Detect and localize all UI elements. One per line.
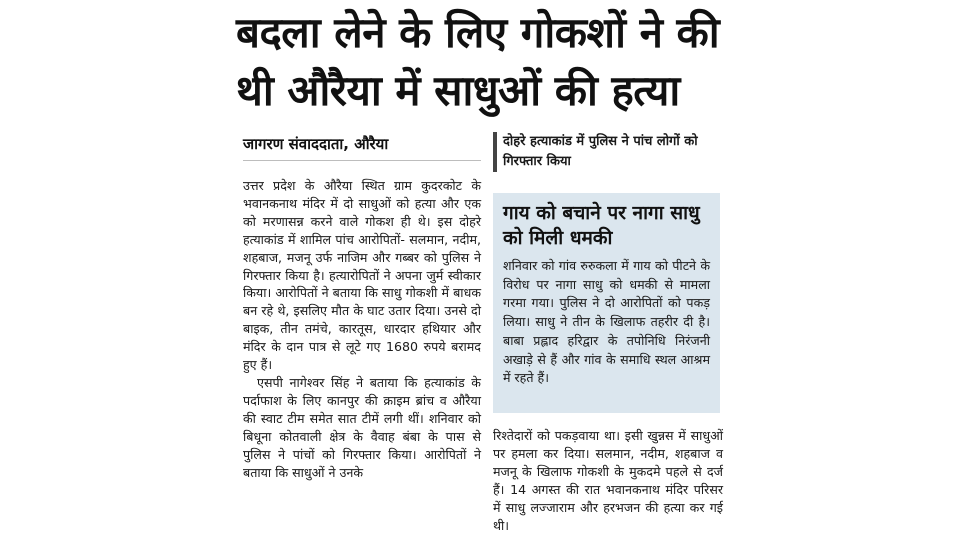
- right-article-column: [493, 427, 723, 535]
- byline-divider: [243, 160, 481, 161]
- article-paragraph-3: रिश्तेदारों को पकड़वाया था। इसी खुन्नस में साधुओं पर हमला कर दिया। सलमान, नदीम, शहबाज व मजनू के खिलाफ गोकशी के मुकदमे पहले से दर्ज हैं। 14 अगस्त की रात भवानकनाथ मंदिर परिसर में साधु लज्जाराम और हरभजन की हत्या कर गई थी।: [493, 428, 723, 533]
- article-paragraph-2: एसपी नागेश्वर सिंह ने बताया कि हत्याकांड के पर्दाफाश के लिए कानपुर की क्राइम ब्रांच व औरैया की स्वाट टीम समेत सात टीमें लगी थीं। शनिवार को बिधूना कोतवाली क्षेत्र के वैवाह बंबा के पास से पुलिस ने पांचों को गिरफ्तार किया। आरोपितों ने बताया कि साधुओं ने उनके: [243, 374, 481, 480]
- sidebar-box-body: शनिवार को गांव रुरुकला में गाय को पीटने के विरोध पर नागा साधु को धमकी से मामला गरमा गया। पुलिस ने दो आरोपितों को पकड़ लिया। साधु ने तीन के खिलाफ तहरीर दी है। बाबा प्रह्लाद हरिद्वार के तपोनिधि निरंजनी अखाड़े से हैं और गांव के समाधि स्थल आश्रम में रहते हैं।: [503, 258, 710, 386]
- headline-line-2: थी औरैया में साधुओं की हत्या: [236, 66, 680, 115]
- headline-line-1: बदला लेने के लिए गोकशों ने की: [236, 8, 720, 57]
- left-article-column: [243, 177, 481, 481]
- article-paragraph-1: उत्तर प्रदेश के औरैया स्थित ग्राम कुदरकोट के भवानकनाथ मंदिर में दो साधुओं को हत्या और एक को मरणासन्न करने वाले गोकश ही थे। इस दोहरे हत्याकांड में शामिल पांच आरोपितों- सलमान, नदीम, शहबाज, मजनू उर्फ नाजिम और गब्बर को पुलिस ने गिरफ्तार किया है। हत्यारोपितों ने अपना जुर्म स्वीकार किया। आरोपितों ने बताया कि साधु गोकशी में बाधक बन रहे थे, इसलिए मौत के घाट उतार दिया। उनसे दो बाइक, तीन तमंचे, कारतूस, धारदार हथियार और मंदिर के दान पात्र से लूटे गए 1680 रुपये बरामद हुए हैं।: [243, 178, 481, 373]
- byline: जागरण संवाददाता, औरैया: [243, 135, 389, 153]
- sidebar-box-title: गाय को बचाने पर नागा साधु को मिली धमकी: [503, 202, 700, 249]
- pull-quote: दोहरे हत्याकांड में पुलिस ने पांच लोगों को गिरफ्तार किया: [493, 132, 735, 172]
- sidebar-box: [493, 193, 720, 413]
- headline: [236, 4, 736, 120]
